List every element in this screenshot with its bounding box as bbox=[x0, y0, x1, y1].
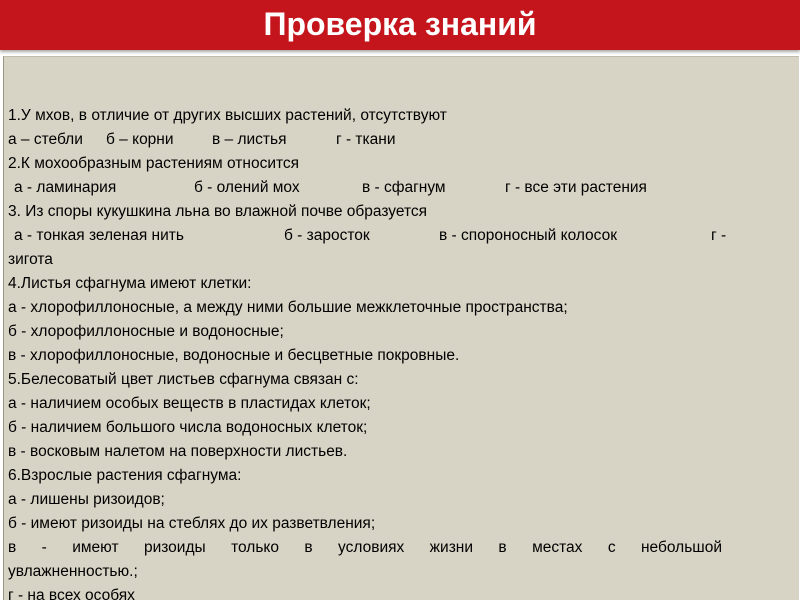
option: б - олений мох bbox=[194, 179, 300, 196]
slide-title: Проверка знаний bbox=[263, 6, 537, 42]
option: а – стебли bbox=[8, 131, 83, 148]
question-5: 5.Белесоватый цвет листьев сфагнума связан с: bbox=[8, 371, 359, 388]
option: в - имеют ризоиды только в условиях жизни в местах с небольшой bbox=[8, 539, 722, 556]
question-1-options bbox=[8, 128, 748, 152]
option: а - лишены ризоидов; bbox=[8, 491, 165, 508]
option: в - восковым налетом на поверхности листьев. bbox=[8, 443, 348, 460]
option: в - сфагнум bbox=[362, 179, 446, 196]
option: б - хлорофиллоносные и водоносные; bbox=[8, 323, 284, 340]
option: г - bbox=[711, 227, 727, 244]
option: а - хлорофиллоносные, а между ними большие межклеточные пространства; bbox=[8, 299, 568, 316]
option: а - наличием особых веществ в пластидах клеток; bbox=[8, 395, 371, 412]
question-6: 6.Взрослые растения сфагнума: bbox=[8, 467, 242, 484]
option: б - имеют ризоиды на стеблях до их разветвления; bbox=[8, 515, 376, 532]
question-3-option-cont: зигота bbox=[8, 251, 53, 268]
option-cont: увлажненностью.; bbox=[8, 563, 138, 580]
option: б - наличием большого числа водоносных клеток; bbox=[8, 419, 368, 436]
option: а - тонкая зеленая нить bbox=[14, 227, 184, 244]
option: а - ламинария bbox=[14, 179, 117, 196]
option: б - заросток bbox=[284, 227, 370, 244]
option: в – листья bbox=[212, 131, 287, 148]
question-2: 2.К мохообразным растениям относится bbox=[8, 155, 300, 172]
title-bar bbox=[0, 0, 800, 50]
option: г - все эти растения bbox=[505, 179, 647, 196]
option: г - ткани bbox=[336, 131, 396, 148]
question-3-options bbox=[8, 224, 748, 248]
question-3: 3. Из споры кукушкина льна во влажной почве образуется bbox=[8, 203, 428, 220]
option: в - спороносный колосок bbox=[439, 227, 618, 244]
question-1: 1.У мхов, в отличие от других высших растений, отсутствуют bbox=[8, 107, 447, 124]
option: б – корни bbox=[106, 131, 174, 148]
quiz-text bbox=[8, 104, 748, 600]
question-4: 4.Листья сфагнума имеют клетки: bbox=[8, 275, 252, 292]
question-2-options bbox=[8, 176, 748, 200]
option: в - хлорофиллоносные, водоносные и бесцветные покровные. bbox=[8, 347, 460, 364]
option: г - на всех особях bbox=[8, 587, 135, 600]
